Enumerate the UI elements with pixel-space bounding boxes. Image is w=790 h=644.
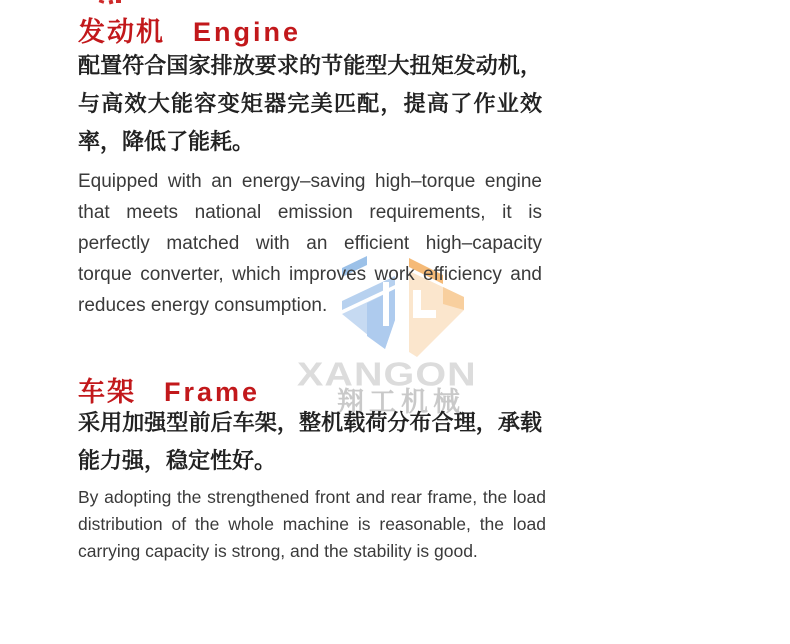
heading-engine-chinese: 发动机 <box>78 17 165 47</box>
watermark-brand-wordmark: XANGON <box>297 356 477 394</box>
engine-paragraph-english: Equipped with an energy–saving high–torque engine that meets national emission requirements, it is perfectly matched with an efficient high–capacity torque converter, which improves work efficiency and reduces energy consumption. <box>78 171 542 316</box>
heading-engine-english: Engine <box>193 17 302 47</box>
heading-frame-chinese: 车架 <box>78 377 136 407</box>
cropped-red-text-fragment <box>99 0 105 4</box>
heading-frame-english: Frame <box>164 377 261 407</box>
cropped-red-text-fragment <box>116 0 121 3</box>
cropped-red-text-fragment <box>109 0 114 4</box>
engine-paragraph-chinese: 配置符合国家排放要求的节能型大扭矩发动机，与高效大能容变矩器完美匹配，提高了作业效率，降低了能耗。 <box>78 53 542 154</box>
frame-paragraph-english: By adopting the strengthened front and rear frame, the load distribution of the whole machine is reasonable, the load carrying capacity is strong, and the stability is good. <box>78 487 546 561</box>
frame-paragraph-chinese: 采用加强型前后车架，整机载荷分布合理，承载能力强，稳定性好。 <box>78 410 542 473</box>
section-heading-engine <box>78 10 548 49</box>
watermark-brand-chinese: 翔工机械 <box>337 387 465 417</box>
